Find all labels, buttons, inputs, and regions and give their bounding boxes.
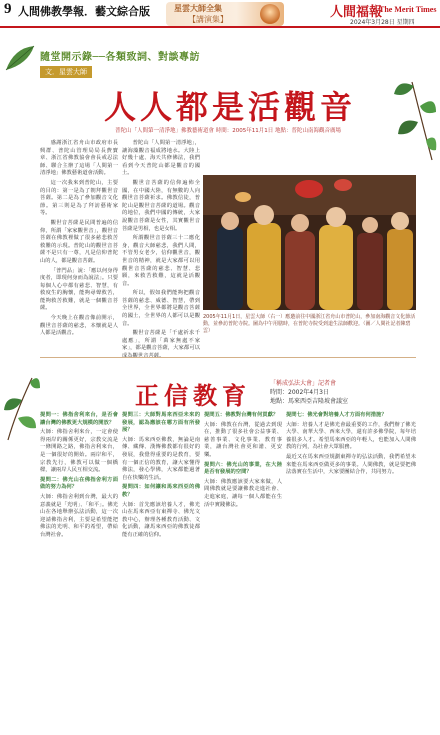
banner-portrait	[260, 4, 280, 24]
paragraph: 觀世音菩薩是民間普遍的信仰，所謂「家家觀世音」，觀世音菩薩在佛教裡做了很多慈悲救苦救難的示現。普陀山的觀世音菩薩不是只有一尊，凡是信仰普陀山的人，都是觀音菩薩。	[40, 219, 118, 264]
leaf-branch-icon	[2, 372, 42, 442]
paragraph: 「普門品」說：「應以何身得度者，即現何身而為說法」。只要每個人心中都有慈悲、智慧，有救度生的胸懷，能夠尋聲救苦，能夠救苦救難，就是一個觀音菩薩。	[40, 267, 118, 312]
section-title: 人間佛教學報．藝文綜合版	[18, 5, 150, 18]
series-banner	[166, 2, 284, 26]
qa-column-4	[286, 412, 416, 728]
article-photo	[203, 175, 416, 310]
article-headline: 人人都是活觀音	[103, 88, 356, 126]
leaf-decoration-icon	[4, 44, 36, 72]
paragraph: 普陀山「人間第一清淨地」，讓海藻觀音福成將地水。大陸上好幾十處、海天共修佛法，我們看到今天普陀山都是觀音的國土。	[122, 140, 200, 177]
paragraph: 今天晚上在觀音像前開示，觀世音菩薩的慈悲，本懷就是人人都是活觀音。	[40, 315, 118, 337]
page-number: 9	[4, 1, 12, 17]
qa-column-1	[40, 412, 118, 728]
paragraph: 這一次我來到普陀山，主要的目的：第一是為了朝拜觀世音菩薩。第二是為了參加觀音文化節。第三則是為了拜訪藝術家等。	[40, 179, 118, 217]
qa-column-2	[122, 412, 200, 728]
monks-gathering-photo	[203, 175, 416, 310]
photo-caption: 2005年11月1日，星雲大師（右一）應邀前往中國浙江省舟山市普陀山，參加南海觀音文化節活動，並參訪普陀寺院。圖為中午用膳時，在普陀寺院受到道生法師歡迎。（圖／人間社記者陳碧雲）	[203, 314, 416, 334]
question: 提問四：如何讓和馬來西亞的佛教？	[122, 484, 200, 498]
question: 提問五：佛教對台灣有何貢獻？	[204, 412, 279, 418]
answer: 大師：佛指舍利到台灣，最大的意義就是「光明」、「和平」。佛光山在各地舉辦弘法活動，這一次迎請佛指舍利，主要是希望能把佛法的光明、和平的希望，帶給台灣社會。	[40, 493, 118, 538]
answer: 大師：佛指舍利來台，一定會使得兩岸的關係更好，宗教交流是一條開路之路，佛指舍利來台，是一個很好的開始。兩岸和平，宗教先行，佛教可以做一個橋樑，讓兩岸人民互相交流。	[40, 429, 118, 474]
question: 提問一：佛指舍利來台，是否會讓台灣的佛教更大規模的開放？	[40, 412, 118, 426]
answer: 大師：佛教在台灣，從過去到現在，推動了很多社會公益事業、慈善事業、文化事業、教育事業，讓台灣社會更和諧、更安樂。	[204, 421, 282, 458]
paragraph: 所以，假如我們能夠把觀音菩薩的慈悲、威德、智慧，帶到全世界，全世界都將是觀音菩薩的國土，全世界的人都可以是觀音。	[122, 290, 200, 327]
question: 提問三：大師對馬來西亞未來的發展，認為應該在哪方面有所發展？	[122, 412, 200, 434]
answer: 大師：培養人才是佛光會最重要的工作，我們辦了佛光大學、南華大學、西來大學，還有許多佛學院，每年培養很多人才。希望馬來西亞的年輕人，也能加入人間佛教的行列，為社會大眾服務。	[286, 421, 416, 451]
paragraph: 所謂觀世音菩薩三十二應化身，觀音大師慈悲，我們人間，不管男女老少，信仰觀世音，觀世音的精神，就是大家都可以用觀世音菩薩的慈悲、智慧、悲願，來救苦救難，這就是活觀音。	[122, 235, 200, 287]
paragraph: 感謝浙江省舟山市政府市長興群、普陀山管理局局長費寶章、浙江省佛教協會會長戒忍法師、聯合主辦了這場「人間第一清淨地」佛教藝術道會活動。	[40, 140, 118, 177]
leaf-branch-icon	[392, 72, 438, 162]
event-title: 「稱成弘法大會」記者會	[270, 380, 337, 387]
event-info	[270, 379, 348, 406]
page-header	[0, 0, 440, 26]
banner-title: 星雲大師全集	[174, 4, 222, 13]
question: 提問七：佛光會對培養人才方面有何措施？	[286, 412, 387, 418]
question: 提問六：佛光山的事業，在大陸是否有發展的空間？	[204, 461, 282, 476]
newspaper-logo-en: The Merit Times	[379, 5, 437, 14]
answer: 大師：首先應該培養人才，佛光山在馬來西亞有東禪寺、佛光文教中心，辦理各種教育活動、文化活動，讓馬來西亞的佛教徒都能有正確的信仰。	[122, 501, 200, 538]
paragraph: 觀世音菩薩的信仰遍佈全國，在中國大陸，有無數的人向觀世音菩薩祈求。佛教信徒，普陀山是觀世音菩薩的道場。觀音的地位，我們中國的傳統，大家說觀音菩薩是女性，其實觀世音菩薩是男相，也是女相。	[122, 179, 200, 232]
paragraph: 觀世音菩薩是「千處祈求千處應」，所謂「萬家無處不家家」，都是觀音菩薩，大家都可以	[122, 330, 200, 352]
answer: 最近又在馬來西亞規劃東禪寺的弘法活動，我們希望未來能在馬來西亞做更多的事業。人間佛教，就是要把佛法落實在生活中，大家要團結合作，共同努力。	[286, 453, 416, 476]
answer: 大師：馬來西亞佛教，無論是南傳、藏傳、漢傳佛教都有很好的發展，我覺得重要的是教育，要有一個正信的教育，讓大家懂得佛法，發心學佛，大家都能過著自在快樂的生活。	[122, 436, 200, 481]
section-divider	[40, 357, 416, 358]
banner-subtitle: 【講演集】	[188, 15, 228, 24]
article-byline: 普陀山「人間第一清淨地」佛教藝術道會 時間：2005年11月1日 地點：普陀山南海觀音廣場	[115, 128, 341, 134]
event-place: 地點：馬來西亞吉隆坡會議室	[270, 398, 349, 405]
newspaper-logo: 人間福報	[330, 4, 383, 19]
event-time: 時間：2002年4月3日	[270, 389, 329, 396]
author-tag: 文．星雲大師	[40, 66, 92, 78]
section-headline: 正信教育	[135, 382, 251, 410]
series-subtitle: 隨堂開示錄──各類致詞、對談專訪	[40, 52, 201, 63]
article-column-2	[122, 140, 200, 352]
answer: 大師：佛教應該要大家來做，人間佛教就是要讓佛教走進社會、走進家庭，讓每一個人都能在生活中實踐佛法。	[204, 478, 282, 508]
qa-column-3	[204, 412, 282, 728]
issue-date: 2024年3月28日 星期四	[350, 19, 415, 26]
header-rule	[0, 26, 440, 28]
question: 提問二：佛光山在佛指舍利方面做的努力為何？	[40, 476, 118, 491]
article-column-1	[40, 140, 118, 352]
